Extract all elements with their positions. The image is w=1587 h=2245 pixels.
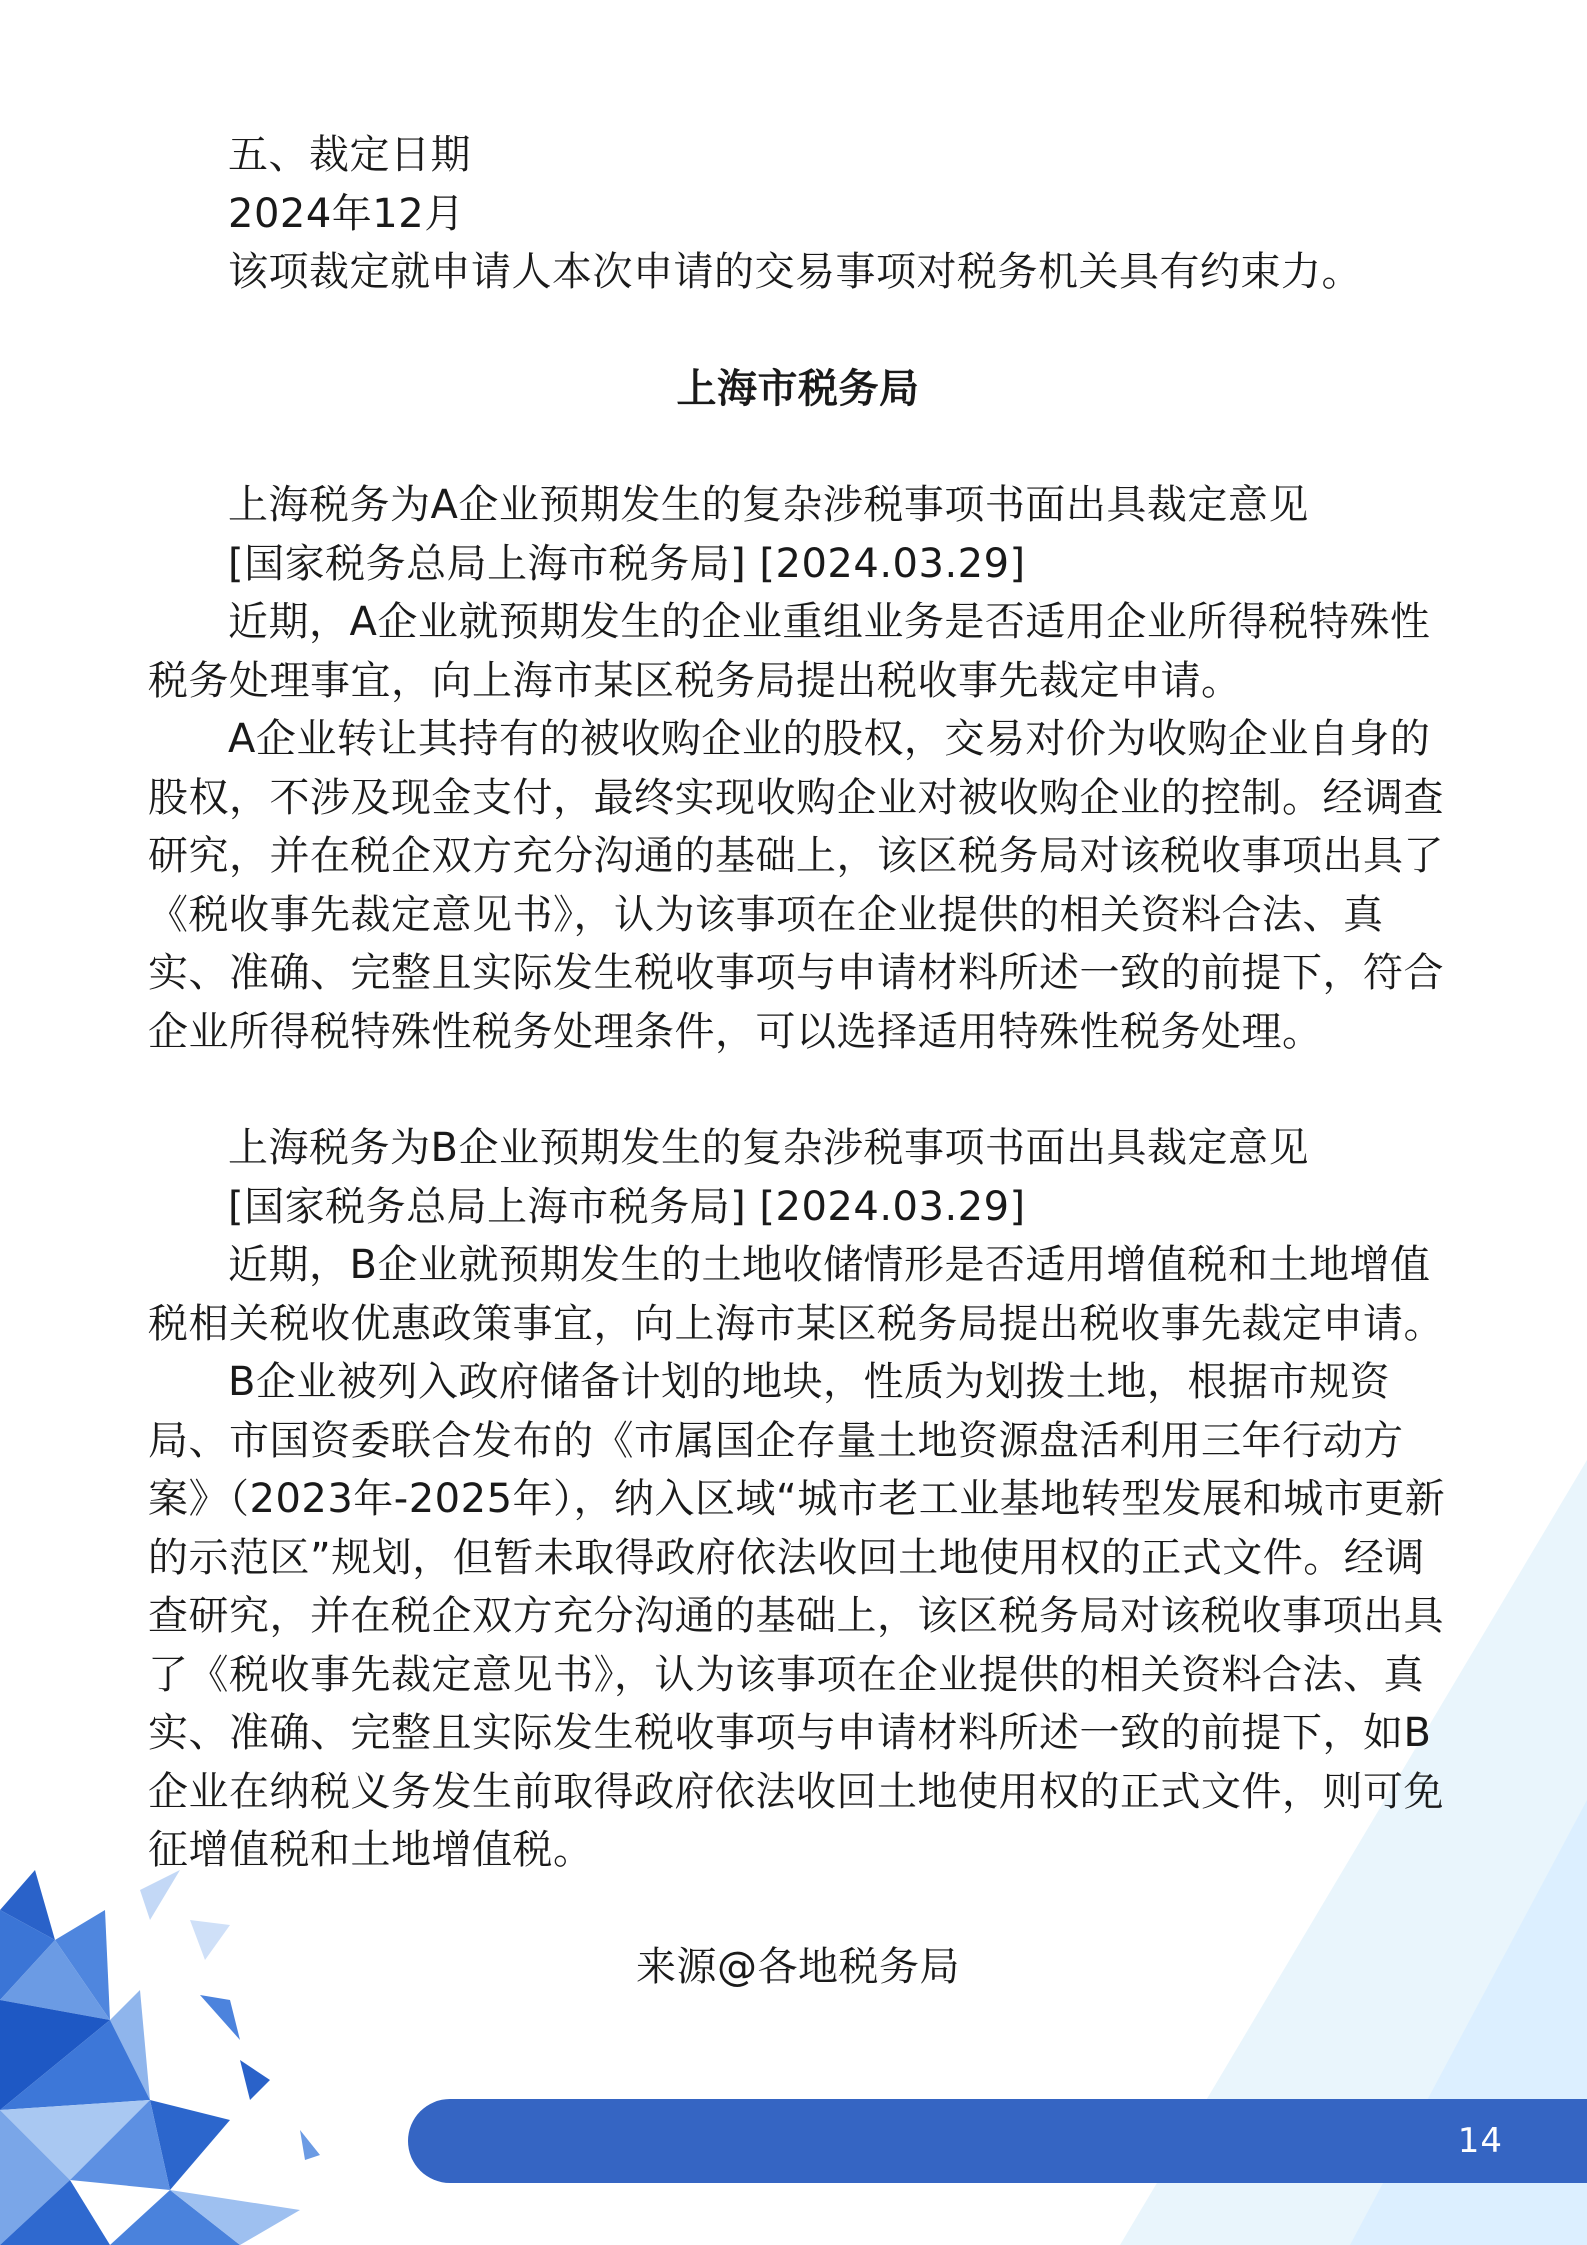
centered-line: 来源@各地税务局 (636, 1943, 960, 1990)
document-body (148, 126, 1448, 1996)
paragraph: 近期，B企业就预期发生的土地收储情形是否适用增值税和土地增值税相关税收优惠政策事宜，向上海市某区税务局提出税收事先裁定申请。 (148, 1242, 1444, 1347)
paragraph-gap (148, 302, 1448, 360)
centered-line: 上海市税务局 (676, 365, 920, 412)
paragraph: A企业转让其持有的被收购企业的股权，交易对价为收购企业自身的股权，不涉及现金支付，最终实现收购企业对被收购企业的控制。经调查研究，并在税企双方充分沟通的基础上，该区税务局对该税收事项出具了《税收事先裁定意见书》，认为该事项在企业提供的相关资料合法、真实、准确、完整且实际发生税收事项与申请材料所述一致的前提下，符合企业所得税特殊性税务处理条件，可以选择适用特殊性税务处理。 (148, 716, 1444, 1055)
paragraph: 该项裁定就申请人本次申请的交易事项对税务机关具有约束力。 (228, 249, 1362, 295)
paragraph: 上海税务为A企业预期发生的复杂涉税事项书面出具裁定意见 (228, 482, 1309, 528)
paragraph: [国家税务总局上海市税务局] [2024.03.29] (228, 540, 1026, 587)
paragraph: B企业被列入政府储备计划的地块，性质为划拨土地，根据市规资局、市国资委联合发布的《市属国企存量土地资源盘活利用三年行动方案》（2023年-2025年），纳入区域“城市老工业基地转型发展和城市更新的示范区”规划，但暂未取得政府依法收回土地使用权的正式文件。经调查研究，并在税企双方充分沟通的基础上，该区税务局对该税收事项出具了《税收事先裁定意见书》，认为该事项在企业提供的相关资料合法、真实、准确、完整且实际发生税收事项与申请材料所述一致的前提下，如B企业在纳税义务发生前取得政府依法收回土地使用权的正式文件，则可免征增值税和土地增值税。 (148, 1359, 1446, 1873)
paragraph: [国家税务总局上海市税务局] [2024.03.29] (228, 1183, 1026, 1230)
paragraph-gap (148, 1061, 1448, 1119)
paragraph: 2024年12月 (228, 190, 465, 237)
paragraph: 上海税务为B企业预期发生的复杂涉税事项书面出具裁定意见 (228, 1125, 1309, 1171)
paragraph: 五、裁定日期 (228, 132, 471, 178)
paragraph-gap (148, 1880, 1448, 1938)
page-number: 14 (1457, 2121, 1503, 2161)
footer-bar (408, 2099, 1587, 2183)
paragraph: 近期，A企业就预期发生的企业重组业务是否适用企业所得税特殊性税务处理事宜，向上海市某区税务局提出税收事先裁定申请。 (148, 599, 1431, 704)
paragraph-gap (148, 418, 1448, 476)
